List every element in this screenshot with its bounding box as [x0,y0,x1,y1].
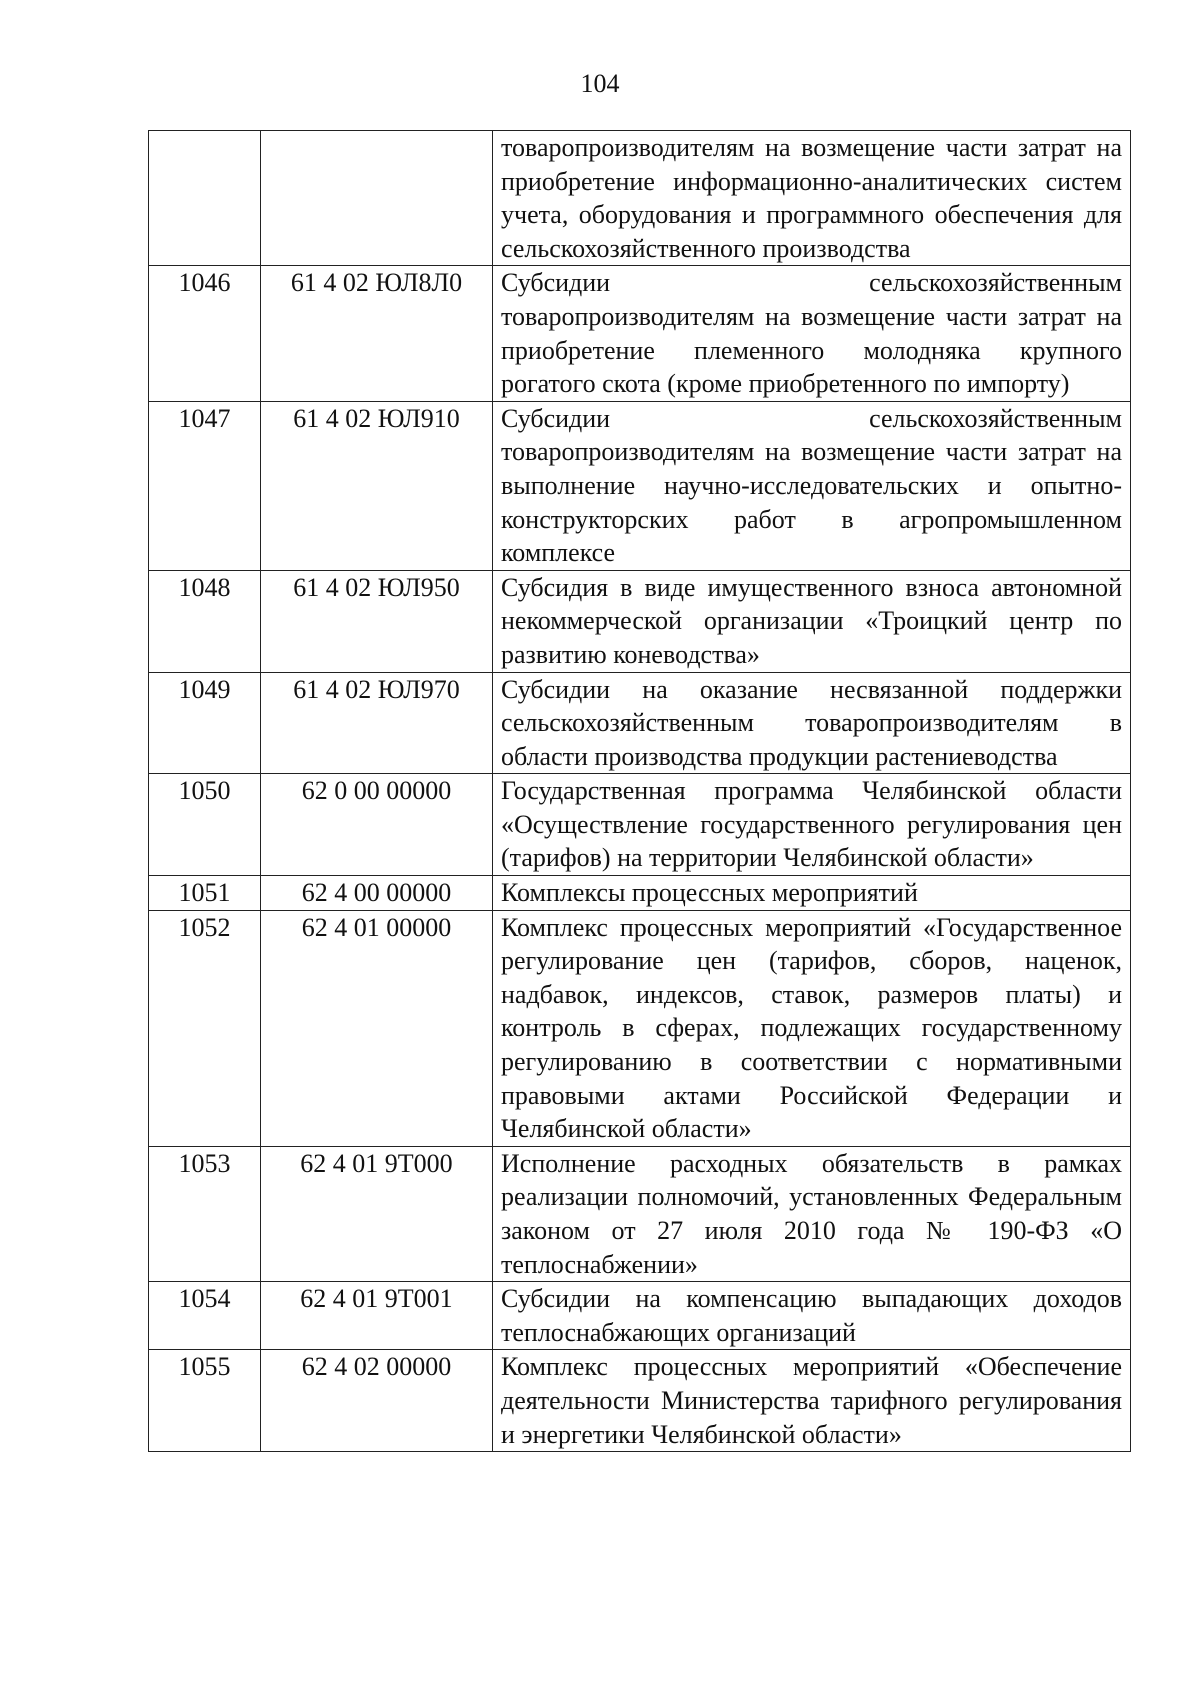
row-description: Субсидия в виде имущественного взноса автономной некоммерческой организации «Троицкий центр по развитию коневодства» [493,570,1131,672]
row-number: 1052 [149,910,261,1146]
table-row [149,570,1131,672]
row-description: Субсидии на компенсацию выпадающих доходов теплоснабжающих организаций [493,1282,1131,1350]
table-row [149,1146,1131,1281]
table-row [149,910,1131,1146]
row-number [149,131,261,266]
target-code: 61 4 02 ЮЛ8Л0 [261,266,493,401]
target-code: 61 4 02 ЮЛ910 [261,401,493,570]
target-code: 62 0 00 00000 [261,774,493,876]
table-row [149,401,1131,570]
budget-classification-table [148,130,1131,1452]
row-number: 1047 [149,401,261,570]
table-row [149,1282,1131,1350]
table-row [149,672,1131,774]
row-number: 1054 [149,1282,261,1350]
row-number: 1051 [149,876,261,911]
target-code: 62 4 01 9Т001 [261,1282,493,1350]
row-number: 1055 [149,1350,261,1452]
table-row [149,131,1131,266]
row-description: Государственная программа Челябинской области «Осуществление государственного регулирования цен (тарифов) на территории Челябинской области» [493,774,1131,876]
table-row [149,266,1131,401]
target-code: 61 4 02 ЮЛ970 [261,672,493,774]
page-number: 104 [580,69,620,98]
target-code: 62 4 01 9Т000 [261,1146,493,1281]
table-row [149,1350,1131,1452]
row-number: 1053 [149,1146,261,1281]
row-description: Комплекс процессных мероприятий «Обеспечение деятельности Министерства тарифного регулирования и энергетики Челябинской области» [493,1350,1131,1452]
row-description: Субсидии сельскохозяйственным товаропроизводителям на возмещение части затрат на приобретение племенного молодняка крупного рогатого скота (кроме приобретенного по импорту) [493,266,1131,401]
row-number: 1049 [149,672,261,774]
row-description: Комплексы процессных мероприятий [493,876,1131,911]
row-description: Субсидии на оказание несвязанной поддержки сельскохозяйственным товаропроизводителям в области производства продукции растениеводства [493,672,1131,774]
target-code: 62 4 02 00000 [261,1350,493,1452]
row-description: Комплекс процессных мероприятий «Государственное регулирование цен (тарифов, сборов, наценок, надбавок, индексов, ставок, размеров платы) и контроль в сферах, подлежащих государственному регулированию в соответствии с нормативными правовыми актами Российской Федерации и Челябинской области» [493,910,1131,1146]
table-row [149,876,1131,911]
target-code [261,131,493,266]
target-code: 62 4 00 00000 [261,876,493,911]
row-description: Субсидии сельскохозяйственным товаропроизводителям на возмещение части затрат на выполнение научно-исследовательских и опытно-конструкторских работ в агропромышленном комплексе [493,401,1131,570]
target-code: 61 4 02 ЮЛ950 [261,570,493,672]
row-number: 1046 [149,266,261,401]
row-description: товаропроизводителям на возмещение части затрат на приобретение информационно-аналитических систем учета, оборудования и программного обеспечения для сельскохозяйственного производства [493,131,1131,266]
target-code: 62 4 01 00000 [261,910,493,1146]
row-number: 1048 [149,570,261,672]
table-row [149,774,1131,876]
row-description: Исполнение расходных обязательств в рамках реализации полномочий, установленных Федеральным законом от 27 июля 2010 года № 190-ФЗ «О теплоснабжении» [493,1146,1131,1281]
row-number: 1050 [149,774,261,876]
